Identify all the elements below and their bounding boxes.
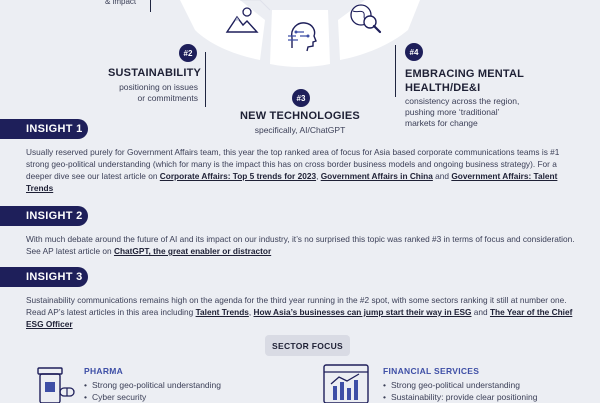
pillar-subtitle-line: pushing more ‘traditional’ bbox=[405, 107, 500, 117]
insight-1-paragraph bbox=[26, 146, 578, 194]
rank-badge: #2 bbox=[179, 44, 197, 62]
link-corporate-affairs-trends[interactable]: Corporate Affairs: Top 5 trends for 2023 bbox=[159, 171, 317, 181]
divider-line bbox=[150, 0, 151, 12]
financial-chart-icon bbox=[321, 362, 371, 403]
priorities-wheel bbox=[0, 0, 600, 128]
link-government-affairs-china[interactable]: Government Affairs in China bbox=[320, 171, 433, 181]
pillar-title-sustainability: SUSTAINABILITY bbox=[108, 67, 202, 79]
sector-financial-title: FINANCIAL SERVICES bbox=[383, 366, 480, 376]
pill-bottle-icon bbox=[36, 364, 76, 403]
list-item: • Strong geo-political understanding bbox=[84, 379, 221, 391]
pillar-title-new-technologies: NEW TECHNOLOGIES bbox=[240, 110, 360, 122]
sector-pharma-title: PHARMA bbox=[84, 366, 124, 376]
pillar-subtitle-line: markets for change bbox=[405, 118, 478, 128]
pillar-title-line: EMBRACING MENTAL bbox=[405, 68, 525, 80]
insight-2-heading: INSIGHT 2 bbox=[0, 206, 88, 226]
sector-financial-list bbox=[383, 379, 537, 403]
insight-3-paragraph bbox=[26, 294, 578, 330]
insight-2-paragraph bbox=[26, 233, 578, 257]
pillar-subtitle: specifically, AI/ChatGPT bbox=[254, 125, 346, 135]
rank-badge: #4 bbox=[405, 43, 423, 61]
sector-focus-label: SECTOR FOCUS bbox=[265, 335, 350, 356]
paragraph-text: , bbox=[316, 171, 321, 181]
ai-head-icon bbox=[284, 18, 320, 54]
paragraph-text: With much debate around the future of AI and its impact on our industry, it’s no surprised this topic was ranked #3 in terms of focus and consideration. See AP latest article on bbox=[26, 234, 575, 256]
list-item: • Strong geo-political understanding bbox=[383, 379, 537, 391]
sector-pharma-list bbox=[84, 379, 221, 403]
pillar-subtitle-line: consistency across the region, bbox=[405, 96, 520, 106]
pillar-subtitle bbox=[110, 82, 198, 104]
rank-badge: #3 bbox=[292, 89, 310, 107]
link-government-affairs-talent[interactable]: Government Affairs: Talent Trends bbox=[26, 171, 558, 193]
list-item: • Cyber security bbox=[84, 391, 221, 403]
pillar-subtitle-line: or commitments bbox=[137, 93, 198, 103]
mountain-sun-icon bbox=[225, 5, 259, 35]
paragraph-text: Sustainability communications remains high on the agenda for the third year running in the #2 spot, with some sectors ranking it still at number one. Read AP’s latest articles in this area including bbox=[26, 295, 567, 317]
paragraph-text: , bbox=[248, 307, 254, 317]
paragraph-text: Usually reserved purely for Government Affairs team, this year the top ranked area of focus for Asia based corporate communications teams is #1 strong geo-political understanding (which for many is the impact this has on cross border business models and ongoing business strategy). For a deeper dive see our latest article on bbox=[26, 147, 560, 181]
link-chatgpt-article[interactable]: ChatGPT, the great enabler or distractor bbox=[113, 246, 272, 256]
paragraph-text: and bbox=[471, 307, 490, 317]
link-talent-trends[interactable]: Talent Trends bbox=[195, 307, 249, 317]
paragraph-text: and bbox=[432, 171, 452, 181]
insight-1-heading: INSIGHT 1 bbox=[0, 119, 88, 139]
link-chief-esg-officer[interactable]: The Year of the Chief ESG Officer bbox=[26, 307, 573, 329]
list-item: • Sustainability: provide clear positioning bbox=[383, 391, 537, 403]
link-asia-esg[interactable]: How Asia’s businesses can jump start their way in ESG bbox=[253, 307, 472, 317]
pillar-title-mental-health bbox=[405, 67, 524, 95]
insight-3-heading: INSIGHT 3 bbox=[0, 267, 88, 287]
pillar-subtitle-line: positioning on issues bbox=[119, 82, 198, 92]
pillar-subtitle bbox=[405, 96, 545, 129]
globe-search-icon bbox=[348, 2, 384, 36]
impact-text: & impact bbox=[105, 0, 137, 6]
pillar-title-line: HEALTH/DE&I bbox=[405, 82, 481, 94]
